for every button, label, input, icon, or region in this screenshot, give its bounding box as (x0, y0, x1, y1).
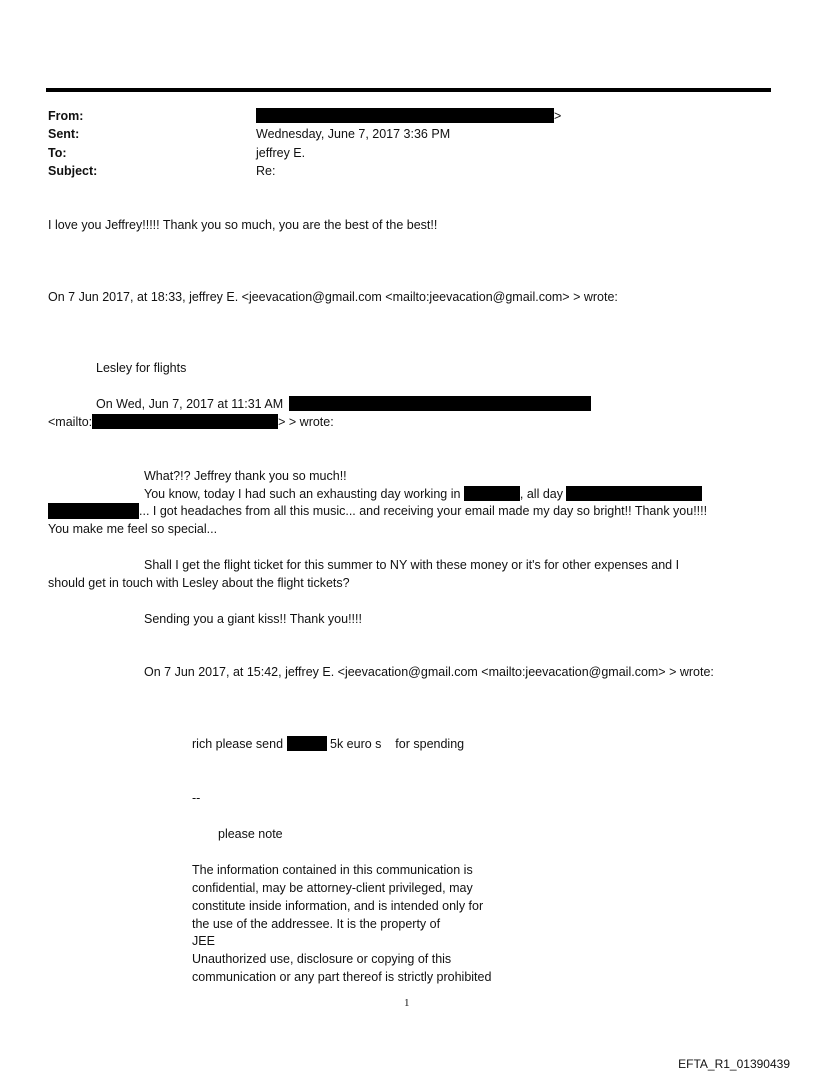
redaction-bar (566, 486, 702, 501)
sig-dashes: -- (192, 791, 201, 805)
to-label: To: (48, 146, 67, 160)
sent-value: Wednesday, June 7, 2017 3:36 PM (256, 127, 451, 141)
disclaimer-line: the use of the addressee. It is the property of (192, 917, 441, 931)
quote2-header-text: On Wed, Jun 7, 2017 at 11:31 AM (96, 397, 284, 411)
quote2-header (96, 396, 591, 412)
document-id: EFTA_R1_01390439 (678, 1057, 790, 1071)
msg-para2-line2: should get in touch with Lesley about the flight tickets? (48, 576, 350, 590)
sent-label: Sent: (48, 127, 80, 141)
redaction-bar (92, 414, 278, 429)
redaction-bar (287, 736, 327, 751)
to-value: jeffrey E. (256, 146, 306, 160)
quote2-mailto (48, 414, 334, 430)
msg-line3: ... I got headaches from all this music... and receiving your email made my day so bright!! Thank you!!!! (139, 504, 708, 518)
sig-note: please note (218, 827, 283, 841)
disclaimer-line: confidential, may be attorney-client privileged, may (192, 881, 473, 895)
from-value (256, 108, 561, 124)
redaction-bar (289, 396, 591, 411)
redaction-bar (256, 108, 554, 123)
msg-line2-start: You know, today I had such an exhausting day working in (144, 487, 461, 501)
from-label: From: (48, 109, 84, 123)
msg-para2-line1: Shall I get the flight ticket for this summer to NY with these money or it's for other expenses and I (144, 558, 680, 572)
quote3-text-start: rich please send (192, 737, 284, 751)
header-rule (46, 88, 771, 92)
redaction-bar (48, 503, 139, 519)
msg-line4: You make me feel so special... (48, 522, 218, 536)
msg-line2-end: , all day (519, 487, 563, 501)
reply-line: I love you Jeffrey!!!!! Thank you so much, you are the best of the best!! (48, 218, 438, 232)
quote3-text (192, 736, 464, 752)
quote3-header: On 7 Jun 2017, at 15:42, jeffrey E. <jeevacation@gmail.com <mailto:jeevacation@gmail.com> > wrote: (144, 665, 714, 679)
subject-value: Re: (256, 164, 276, 178)
page-number: 1 (404, 997, 410, 1009)
disclaimer-line: communication or any part thereof is strictly prohibited (192, 970, 492, 984)
msg-line1: What?!? Jeffrey thank you so much!! (144, 469, 347, 483)
msg-para3: Sending you a giant kiss!! Thank you!!!! (144, 612, 362, 626)
quote3-text-end: 5k euro s for spending (330, 737, 465, 751)
disclaimer-line: constitute inside information, and is intended only for (192, 899, 484, 913)
disclaimer-line: Unauthorized use, disclosure or copying of this (192, 952, 452, 966)
disclaimer-line: JEE (192, 934, 215, 948)
quote1-text: Lesley for flights (96, 361, 187, 375)
from-suffix: > (554, 109, 562, 123)
subject-label: Subject: (48, 164, 98, 178)
disclaimer-line: The information contained in this communication is (192, 863, 473, 877)
mailto-prefix: <mailto: (48, 415, 93, 429)
mailto-suffix: > > wrote: (278, 415, 334, 429)
quote1-header: On 7 Jun 2017, at 18:33, jeffrey E. <jeevacation@gmail.com <mailto:jeevacation@gmail.com> > wrote: (48, 290, 618, 304)
redaction-bar (464, 486, 520, 501)
msg-line2 (144, 486, 702, 502)
